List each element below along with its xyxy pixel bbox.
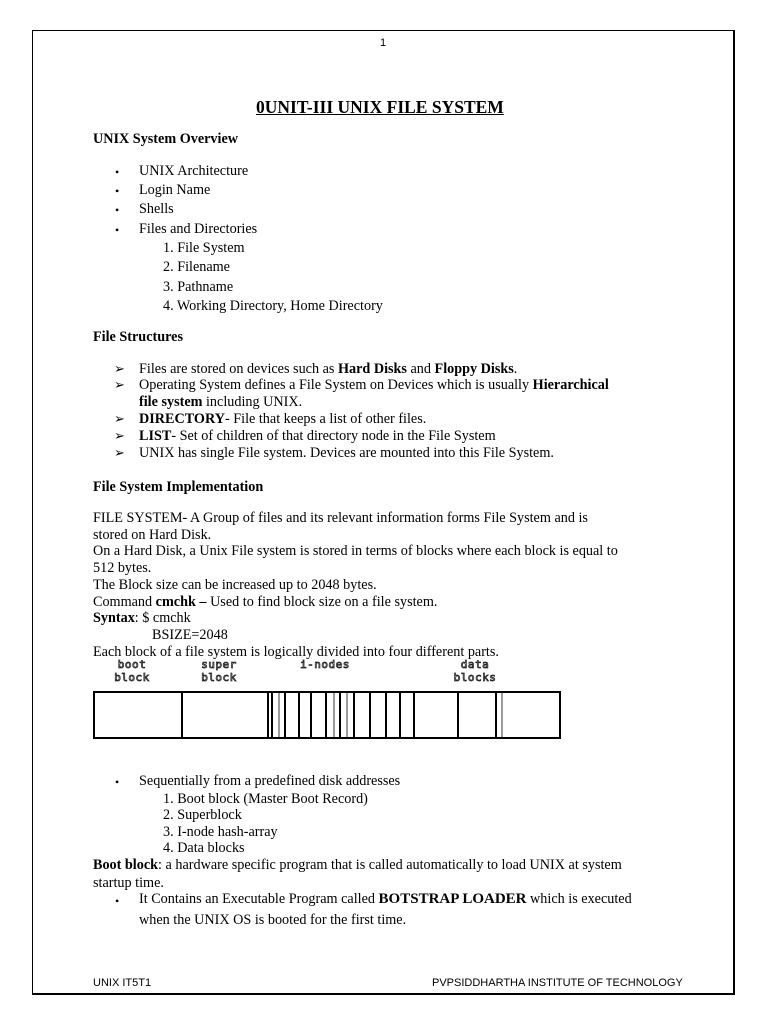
block-divider <box>181 693 183 737</box>
arrow-bullet-icon: ➢ <box>114 361 125 376</box>
paragraph: On a Hard Disk, a Unix File system is stored in terms of blocks where each block is equal to <box>93 543 618 559</box>
list-item: 4. Working Directory, Home Directory <box>163 298 383 314</box>
section-heading-structures: File Structures <box>93 329 183 345</box>
block-divider <box>298 693 300 737</box>
list-item: 2. Filename <box>163 259 230 275</box>
bullet-icon: • <box>115 203 120 217</box>
syntax-line: Syntax: $ cmchk <box>93 610 191 626</box>
block-divider <box>346 693 348 737</box>
section-heading-overview: UNIX System Overview <box>93 131 238 147</box>
block-divider <box>278 693 280 737</box>
bullet-icon: • <box>115 223 120 237</box>
block-divider <box>385 693 387 737</box>
diagram-label-i-nodes: i-nodes <box>300 658 350 671</box>
list-item: 1. Boot block (Master Boot Record) <box>163 791 368 807</box>
block-divider <box>495 693 497 737</box>
block-divider <box>333 693 335 737</box>
list-item: 3. I-node hash-array <box>163 824 278 840</box>
list-item: UNIX Architecture <box>139 163 249 179</box>
diagram-label-super-block: super block <box>201 658 237 684</box>
block-divider <box>339 693 341 737</box>
list-item: Shells <box>139 201 174 217</box>
page-title: 0UNIT-III UNIX FILE SYSTEM <box>256 97 504 117</box>
block-divider <box>413 693 415 737</box>
footer-left: UNIX IT5T1 <box>93 977 152 989</box>
list-item: 4. Data blocks <box>163 840 245 856</box>
list-item: It Contains an Executable Program called BOTSTRAP LOADER which is executed <box>139 891 632 907</box>
block-divider <box>284 693 286 737</box>
arrow-bullet-icon: ➢ <box>114 445 125 460</box>
list-item: 2. Superblock <box>163 807 242 823</box>
page-number: 1 <box>380 37 387 49</box>
paragraph: stored on Hard Disk. <box>93 527 212 543</box>
paragraph: Each block of a file system is logically divided into four different parts. <box>93 644 499 660</box>
list-item: Files are stored on devices such as Hard Disks and Floppy Disks. <box>139 361 518 377</box>
diagram-label-boot-block: boot block <box>114 658 150 684</box>
footer-right: PVPSIDDHARTHA INSTITUTE OF TECHNOLOGY <box>432 977 683 989</box>
arrow-bullet-icon: ➢ <box>114 411 125 426</box>
block-divider <box>501 693 503 737</box>
code-line: BSIZE=2048 <box>152 627 228 643</box>
list-item: Sequentially from a predefined disk addresses <box>139 773 401 789</box>
block-divider <box>271 693 273 737</box>
list-item-continuation: file system including UNIX. <box>139 394 303 410</box>
list-item: 1. File System <box>163 240 245 256</box>
diagram-label-data-blocks: data blocks <box>453 658 497 684</box>
paragraph: FILE SYSTEM- A Group of files and its relevant information forms File System and is <box>93 510 588 526</box>
block-divider <box>353 693 355 737</box>
block-divider <box>325 693 327 737</box>
block-divider <box>267 693 269 737</box>
block-divider <box>457 693 459 737</box>
list-item-continuation: when the UNIX OS is booted for the first time. <box>139 912 407 928</box>
file-system-block-diagram <box>93 691 561 739</box>
paragraph: Command cmchk – Used to find block size on a file system. <box>93 594 438 610</box>
paragraph: 512 bytes. <box>93 560 152 576</box>
list-item: Login Name <box>139 182 211 198</box>
bullet-icon: • <box>115 165 120 179</box>
paragraph: startup time. <box>93 875 164 891</box>
paragraph: The Block size can be increased up to 2048 bytes. <box>93 577 377 593</box>
block-divider <box>310 693 312 737</box>
bullet-icon: • <box>115 894 120 908</box>
list-item: Files and Directories <box>139 221 258 237</box>
list-item: UNIX has single File system. Devices are mounted into this File System. <box>139 445 554 461</box>
arrow-bullet-icon: ➢ <box>114 428 125 443</box>
bullet-icon: • <box>115 184 120 198</box>
list-item: LIST- Set of children of that directory node in the File System <box>139 428 496 444</box>
bullet-icon: • <box>115 775 120 789</box>
paragraph: Boot block: a hardware specific program that is called automatically to load UNIX at system <box>93 857 622 873</box>
list-item: DIRECTORY- File that keeps a list of other files. <box>139 411 427 427</box>
section-heading-implementation: File System Implementation <box>93 479 264 495</box>
list-item: 3. Pathname <box>163 279 234 295</box>
arrow-bullet-icon: ➢ <box>114 377 125 392</box>
list-item: Operating System defines a File System on Devices which is usually Hierarchical <box>139 377 609 393</box>
block-divider <box>369 693 371 737</box>
block-divider <box>399 693 401 737</box>
